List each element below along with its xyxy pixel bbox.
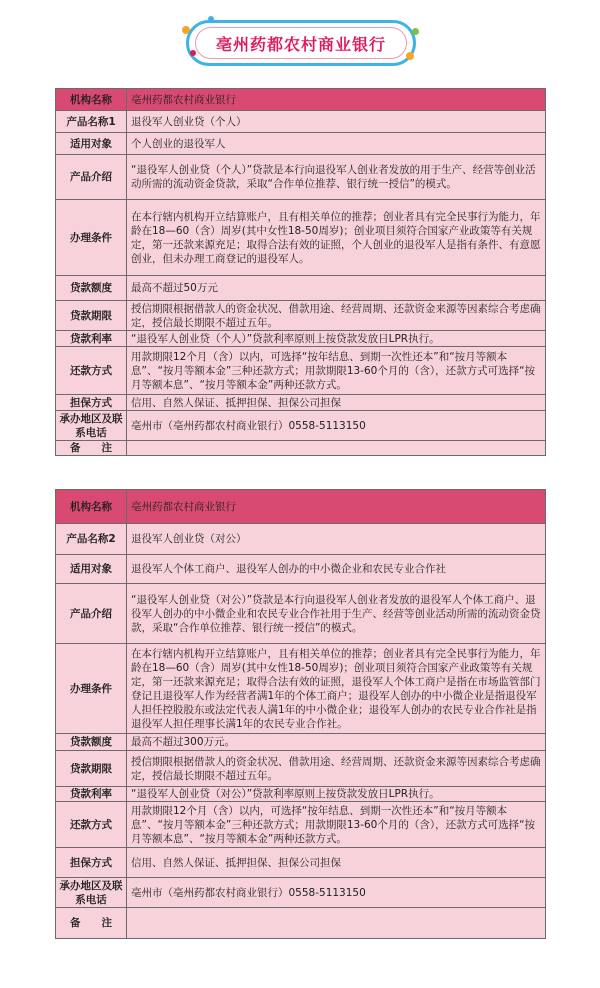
row-value: “退役军人创业贷（个人）”贷款利率原则上按贷款发放日LPR执行。 [127, 331, 546, 347]
row-value: 信用、自然人保证、抵押担保、担保公司担保 [127, 848, 546, 878]
row-value: 亳州药都农村商业银行 [127, 490, 546, 524]
row-value: 用款期限12个月（含）以内，可选择“按年结息、到期一次性还本”和“按月等额本息”、“按月等额本金”三种还款方式；用款期限13-60个月的（含），还款方式可选择“按月等额本息”、“按月等额本金”两种还款方式。 [127, 802, 546, 848]
decor-dot-icon [208, 16, 214, 22]
row-value: “退役军人创业贷（对公）”贷款是本行向退役军人创业者发放的退役军人个体工商户、退役军人创办的中小微企业和农民专业合作社用于生产、经营等创业活动所需的流动资金贷款，采取“合作单位推荐、银行统一授信”的模式。 [127, 584, 546, 644]
table-row [56, 584, 546, 644]
table-row [56, 395, 546, 411]
decor-dot-icon [406, 52, 414, 60]
row-label: 贷款期限 [56, 751, 127, 787]
row-label: 贷款利率 [56, 787, 127, 802]
row-value: 最高不超过50万元 [127, 276, 546, 301]
table-row [56, 441, 546, 456]
row-label: 还款方式 [56, 347, 127, 395]
table-row [56, 331, 546, 347]
row-label: 产品名称2 [56, 524, 127, 555]
table-row [56, 848, 546, 878]
table-row [56, 490, 546, 524]
row-value: 亳州市（亳州药都农村商业银行）0558-5113150 [127, 411, 546, 441]
row-label: 贷款利率 [56, 331, 127, 347]
table-row [56, 301, 546, 331]
table-row [56, 155, 546, 200]
row-label: 产品名称1 [56, 111, 127, 133]
decor-dot-icon [190, 50, 196, 56]
table-row [56, 111, 546, 133]
row-label: 备 注 [56, 441, 127, 456]
row-value: 退役军人创业贷（对公） [127, 524, 546, 555]
row-label: 备 注 [56, 908, 127, 939]
row-value: 个人创业的退役军人 [127, 133, 546, 155]
table-row [56, 878, 546, 908]
row-value [127, 441, 546, 456]
row-value: 亳州药都农村商业银行 [127, 89, 546, 111]
row-value: 授信期限根据借款人的资金状况、借款用途、经营周期、还款资金来源等因素综合考虑确定，授信最长期限不超过五年。 [127, 301, 546, 331]
table-row [56, 555, 546, 584]
table-row [56, 347, 546, 395]
row-value: 退役军人创业贷（个人） [127, 111, 546, 133]
table-row [56, 276, 546, 301]
row-value: 信用、自然人保证、抵押担保、担保公司担保 [127, 395, 546, 411]
decor-dot-icon [412, 28, 419, 35]
row-value: 用款期限12个月（含）以内，可选择“按年结息、到期一次性还本”和“按月等额本息”、“按月等额本金”三种还款方式；用款期限13-60个月的（含），还款方式可选择“按月等额本息”、“按月等额本金”两种还款方式。 [127, 347, 546, 395]
row-label: 适用对象 [56, 555, 127, 584]
title-banner [186, 20, 416, 66]
table-row [56, 751, 546, 787]
table-row [56, 734, 546, 751]
row-value: 退役军人个体工商户、退役军人创办的中小微企业和农民专业合作社 [127, 555, 546, 584]
row-label: 还款方式 [56, 802, 127, 848]
row-label: 办理条件 [56, 200, 127, 276]
table-row [56, 133, 546, 155]
row-value: 在本行辖内机构开立结算账户，且有相关单位的推荐；创业者具有完全民事行为能力，年龄在18—60（含）周岁(其中女性18-50周岁)；创业项目须符合国家产业政策等有关规定，第一还款来源充足；取得合法有效的证照，个人创业的退役军人是指有条件、有意愿创业，但未办理工商登记的退役军人。 [127, 200, 546, 276]
row-label: 承办地区及联系电话 [56, 878, 127, 908]
table-row [56, 787, 546, 802]
row-label: 机构名称 [56, 490, 127, 524]
row-value: “退役军人创业贷（对公）”贷款利率原则上按贷款发放日LPR执行。 [127, 787, 546, 802]
row-label: 承办地区及联系电话 [56, 411, 127, 441]
table-row [56, 524, 546, 555]
row-label: 担保方式 [56, 395, 127, 411]
row-value: 在本行辖内机构开立结算账户，且有相关单位的推荐；创业者具有完全民事行为能力，年龄在18—60（含）周岁(其中女性18-50周岁)；创业项目须符合国家产业政策等有关规定，第一还款来源充足；取得合法有效的证照，退役军人个体工商户是指在市场监管部门登记且退役军人作为经营者满1年的个体工商户；退役军人创办的中小微企业是指退役军人担任控股股东或法定代表人满1年的中小微企业；退役军人创办的农民专业合作社是指退役军人担任理事长满1年的农民专业合作社。 [127, 644, 546, 734]
table-row [56, 908, 546, 939]
table-row [56, 802, 546, 848]
row-value: 最高不超过300万元。 [127, 734, 546, 751]
row-label: 贷款期限 [56, 301, 127, 331]
row-label: 产品介绍 [56, 584, 127, 644]
page-title: 亳州药都农村商业银行 [215, 35, 386, 54]
row-label: 办理条件 [56, 644, 127, 734]
row-label: 机构名称 [56, 89, 127, 111]
row-label: 贷款额度 [56, 734, 127, 751]
product-table-1 [55, 88, 546, 456]
table-row [56, 411, 546, 441]
row-value: 授信期限根据借款人的资金状况、借款用途、经营周期、还款资金来源等因素综合考虑确定，授信最长期限不超过五年。 [127, 751, 546, 787]
row-value: 亳州市（亳州药都农村商业银行）0558-5113150 [127, 878, 546, 908]
row-label: 适用对象 [56, 133, 127, 155]
row-label: 产品介绍 [56, 155, 127, 200]
table-row [56, 89, 546, 111]
row-value [127, 908, 546, 939]
row-label: 贷款额度 [56, 276, 127, 301]
product-table-2 [55, 489, 546, 939]
decor-dot-icon [182, 26, 190, 34]
row-label: 担保方式 [56, 848, 127, 878]
row-value: “退役军人创业贷（个人）”贷款是本行向退役军人创业者发放的用于生产、经营等创业活动所需的流动资金贷款，采取“合作单位推荐、银行统一授信”的模式。 [127, 155, 546, 200]
table-row [56, 200, 546, 276]
table-row [56, 644, 546, 734]
